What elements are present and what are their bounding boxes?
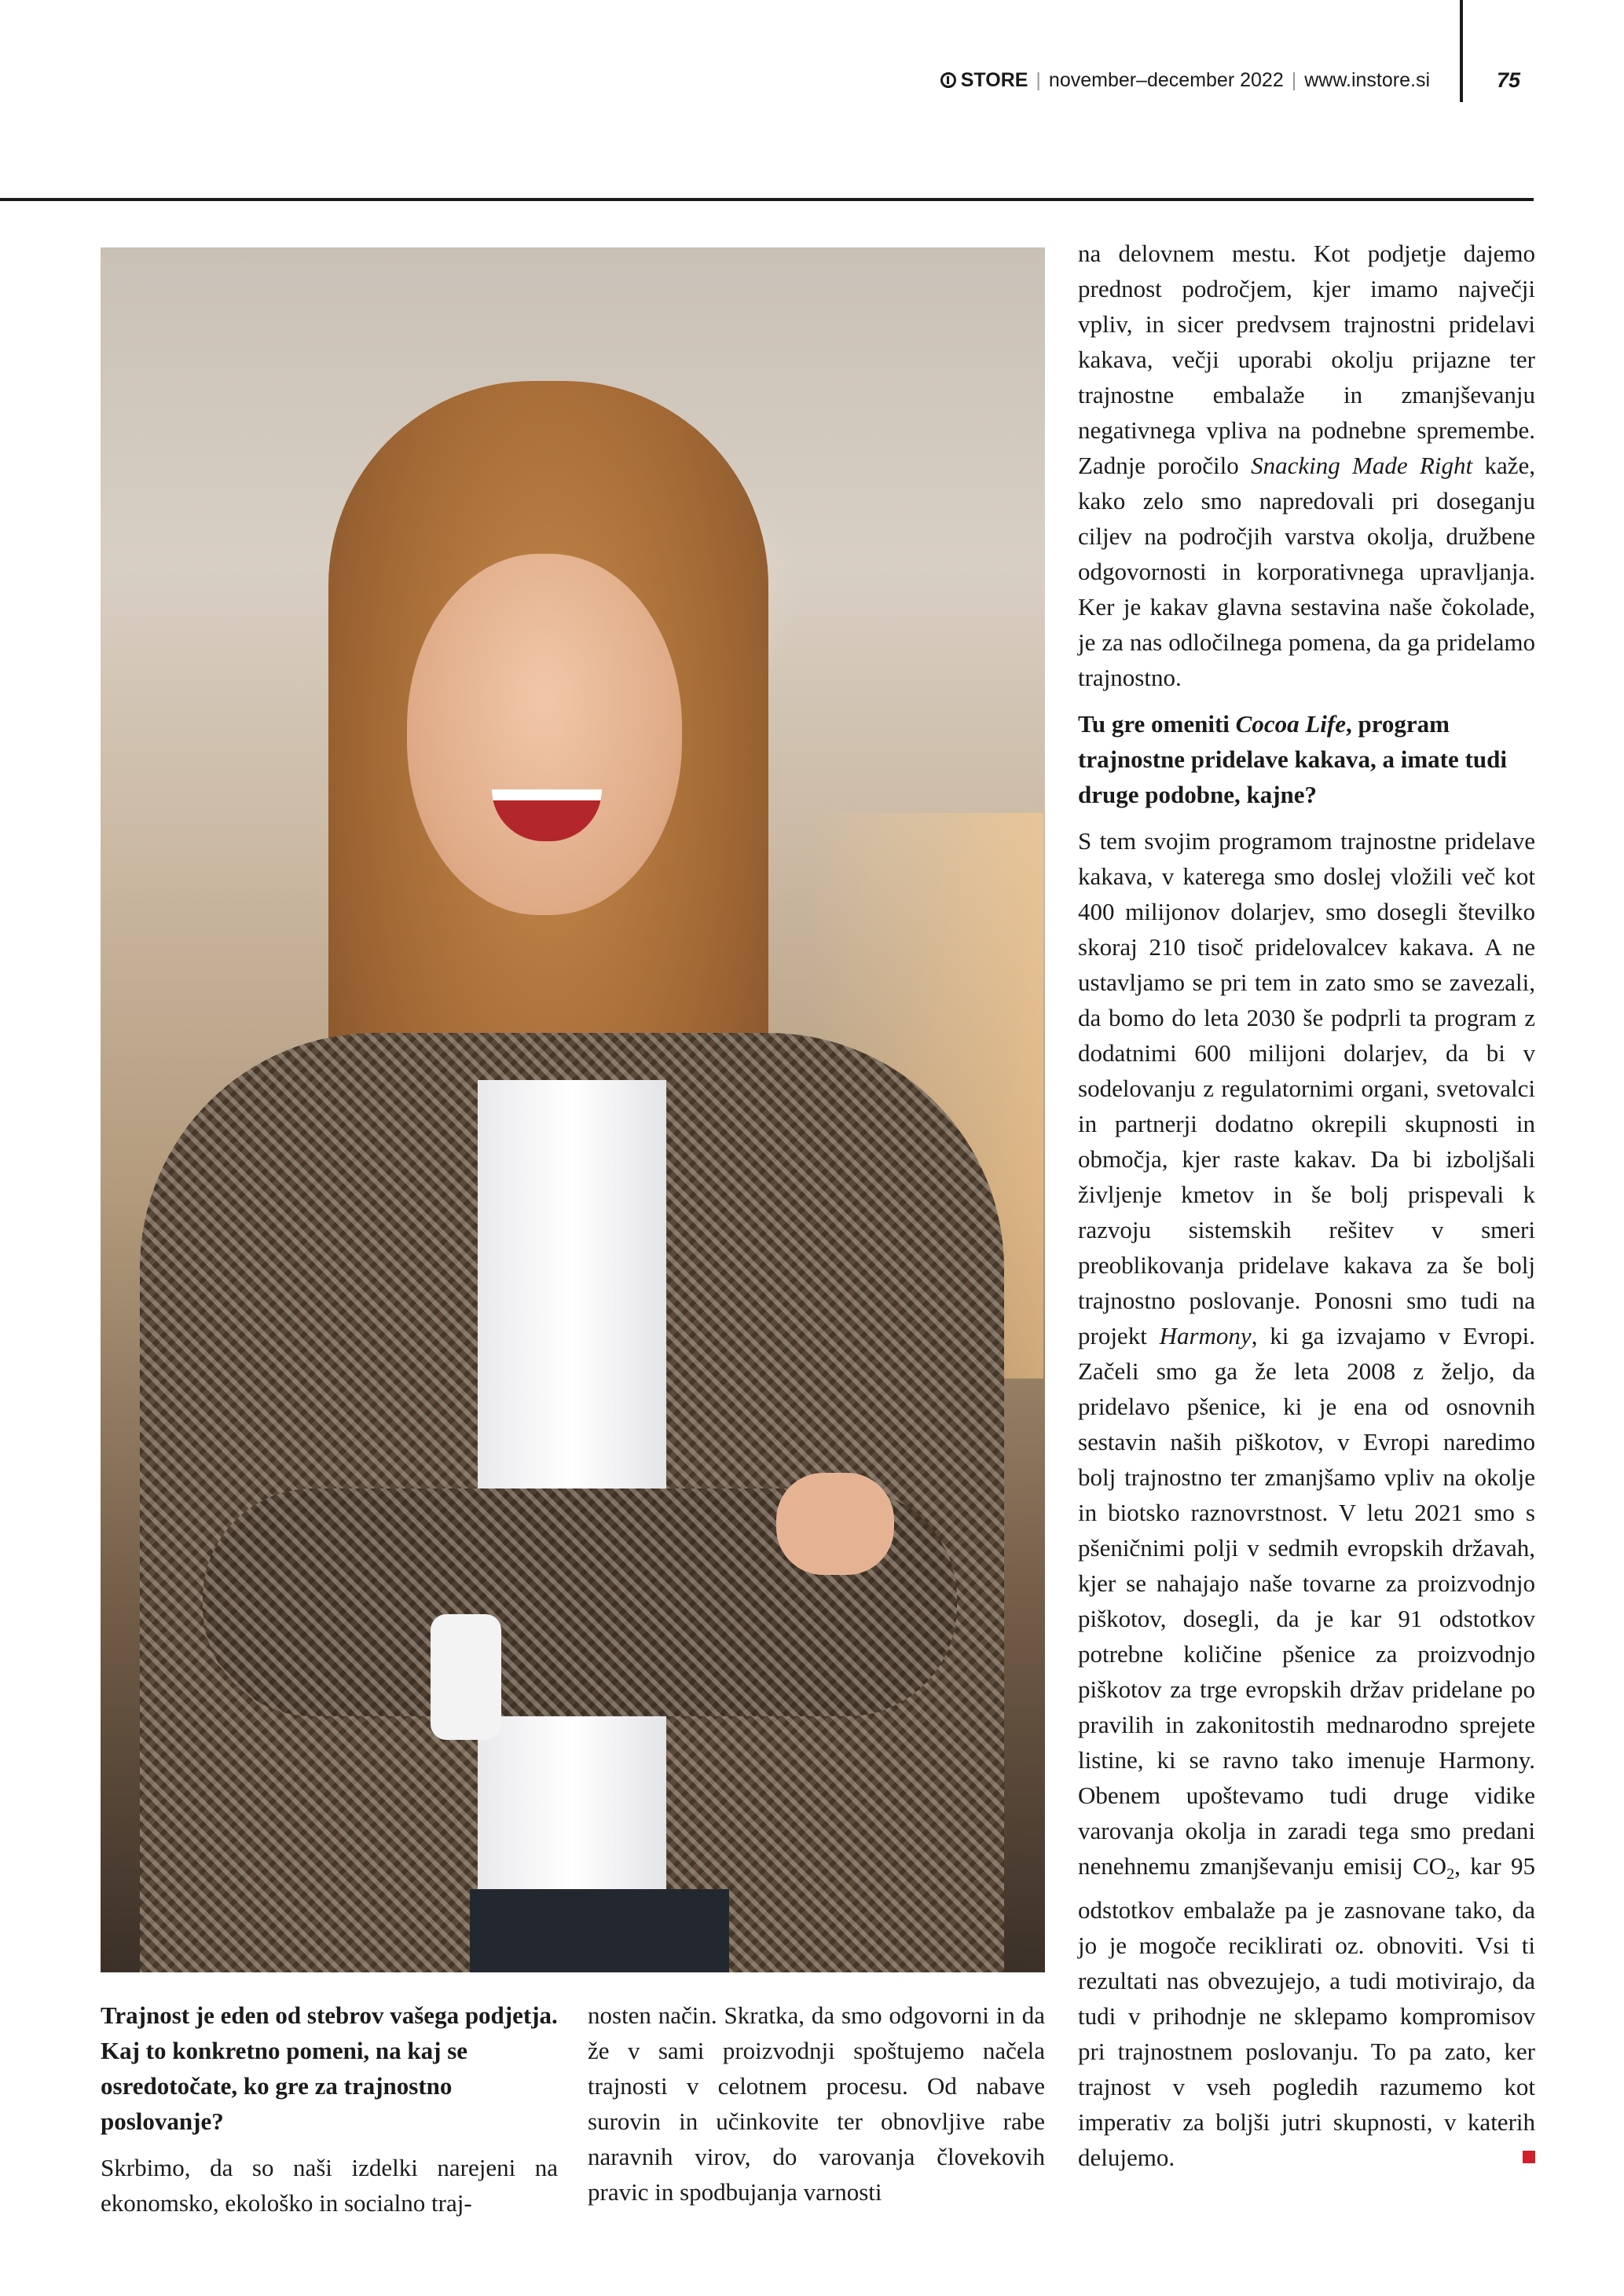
article-bottom-left-column bbox=[101, 1998, 558, 2221]
report-title: Snacking Made Right bbox=[1251, 452, 1473, 479]
article-bottom-middle-column bbox=[588, 1998, 1045, 2210]
paragraph-text: , kar 95 odstotkov embalaže pa je zasnovane tako, da jo je mogoče reciklirati oz. obnoviti. Vsi ti rezultati nas obvezujejo, a tudi motivirajo, da tudi v prihodnje ne sklepamo kompromisov pri trajnostnem poslovanju. To pa zato, ker trajnost v vseh pogledih razumemo kot imperativ za boljši jutri skupnosti, v katerih delujemo. bbox=[1078, 1852, 1535, 2171]
issue-date: november–december 2022 bbox=[1048, 68, 1284, 91]
photo-shirt-cuff bbox=[431, 1614, 501, 1740]
paragraph-1 bbox=[1078, 236, 1535, 695]
page-number: 75 bbox=[1497, 68, 1521, 92]
portrait-photo bbox=[101, 247, 1045, 1972]
brand-name: STORE bbox=[960, 68, 1028, 91]
article-right-column bbox=[1078, 236, 1535, 2175]
paragraph-text: kaže, kako zelo smo napredovali pri doseganju ciljev na področjih varstva okolja, družbene odgovornosti in korporativnega upravljanja. Ker je kakav glavna sestavina naše čokolade, je za nas odločilnega pomena, da ga pridelamo trajnostno. bbox=[1078, 452, 1535, 691]
photo-trousers bbox=[470, 1889, 729, 1972]
question-text: , program trajnostne pridelave kakava, a imate tudi druge podobne, kajne? bbox=[1078, 710, 1507, 808]
instore-logo-icon bbox=[940, 72, 956, 88]
question-text: Tu gre omeniti bbox=[1078, 710, 1236, 738]
paragraph-text: na delovnem mestu. Kot podjetje dajemo prednost področjem, kjer imamo največji vpliv, in sicer predvsem trajnostni pridelavi kakava, večji uporabi okolju prijazne ter trajnostne embalaže in zmanjševanju negativnega vpliva na podnebne spremembe. Zadnje poročilo bbox=[1078, 240, 1535, 479]
paragraph-text: , ki ga izvajamo v Evropi. Začeli smo ga že leta 2008 z željo, da pridelavo pšenice, ki je ena od osnovnih sestavin naših piškotov, v Evropi naredimo bolj trajnostno ter zmanjšamo vpliv na okolje in biotsko raznovrstnost. V letu 2021 smo s pšeničnimi polji v sedmih evropskih državah, kjer se nahajajo naše tovarne za proizvodnjo piškotov, dosegli, da je kar 91 odstotkov potrebne količine pšenice za proizvodnjo piškotov za trge evropskih držav pridelane po pravilih in zakonitostih mednarodno sprejete listine, ki se ravno tako imenuje Harmony. Obenem upoštevamo tudi druge vidike varovanja okolja in zaradi tega smo predani nenehnemu zmanjševanju emisij CO bbox=[1078, 1322, 1535, 1880]
photo-face bbox=[407, 554, 682, 915]
paragraph-text: S tem svojim programom trajnostne pridelave kakava, v katerega smo doslej vložili več kot 400 milijonov dolarjev, smo dosegli številko skoraj 210 tisoč pridelovalcev kakava. A ne ustavljamo se pri tem in zato smo se zavezali, da bomo do leta 2030 še podprli ta program z dodatnimi 600 milijoni dolarjev, da bi v sodelovanju z regulatornimi organi, svetovalci in partnerji dodatno okrepili skupnosti in območja, kjer raste kakav. Da bi izboljšali življenje kmetov in še bolj prispevali k razvoju sistemskih rešitev v smeri preoblikovanja pridelave kakava za še bolj trajnostno poslovanje. Ponosni smo tudi na projekt bbox=[1078, 827, 1535, 1349]
header-divider bbox=[1460, 0, 1463, 102]
answer-paragraph: Skrbimo, da so naši izdelki narejeni na ekonomsko, ekološko in socialno traj- bbox=[101, 2154, 558, 2217]
project-name: Harmony bbox=[1159, 1322, 1252, 1349]
answer-paragraph-continued: nosten način. Skratka, da smo odgovorni in da že v sami proizvodnji spoštujemo načela trajnosti v celotnem procesu. Od nabave surovin in učinkovite ter obnovljive rabe naravnih virov, do varovanja človekovih pravic in spodbujanja varnosti bbox=[588, 2001, 1045, 2206]
website-link[interactable]: www.instore.si bbox=[1304, 68, 1430, 91]
interview-question: Trajnost je eden od stebrov vašega podjetja. Kaj to konkretno pomeni, na kaj se osredotočate, ko gre za trajnostno poslovanje? bbox=[101, 2001, 558, 2135]
program-name: Cocoa Life bbox=[1235, 710, 1346, 738]
paragraph-2 bbox=[1078, 823, 1535, 2175]
brand bbox=[940, 69, 1028, 92]
subscript: 2 bbox=[1446, 1866, 1455, 1883]
page-header bbox=[833, 64, 1430, 96]
photo-hand bbox=[776, 1473, 894, 1575]
header-separator: | bbox=[1036, 68, 1041, 91]
interview-question bbox=[1078, 706, 1535, 812]
header-separator: | bbox=[1291, 68, 1297, 91]
horizontal-rule bbox=[0, 198, 1534, 201]
end-square-icon bbox=[1523, 2151, 1535, 2163]
